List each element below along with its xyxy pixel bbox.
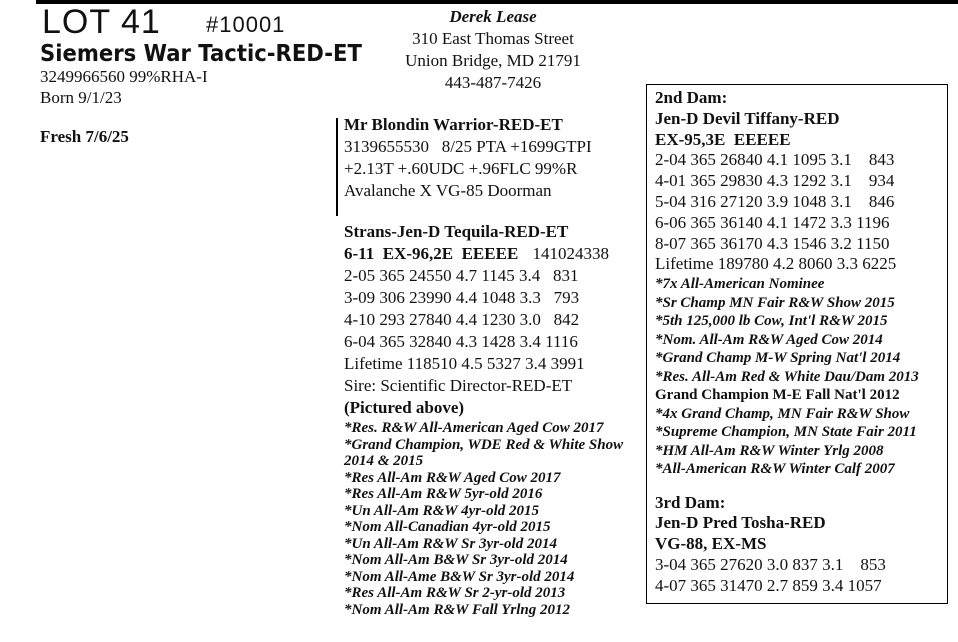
second-dam-honor: Grand Champion M-E Fall Nat'l 2012 [655, 387, 900, 404]
animal-info [40, 66, 208, 108]
dam-honor: *Nom All-Am R&W Fall Yrlng 2012 [344, 601, 571, 618]
dam-name: Strans-Jen-D Tequila-RED-ET [344, 222, 569, 241]
born-date: Born 9/1/23 [40, 88, 122, 107]
consignor-name: Derek Lease [449, 7, 537, 26]
dam-record: 2-05 365 24550 4.7 1145 3.4 831 [344, 266, 579, 285]
dam-honor: *Res All-Am R&W 5yr-old 2016 [344, 486, 543, 502]
third-dam-record: 3-04 365 27620 3.0 837 3.1 853 [655, 555, 886, 575]
top-rule [36, 0, 958, 4]
sire-line: +2.13T +.60UDC +.96FLC 99%R [344, 159, 578, 178]
sire-name: Mr Blondin Warrior-RED-ET [344, 115, 563, 134]
consignor-block [388, 6, 598, 94]
fresh-date: Fresh 7/6/25 [40, 127, 129, 146]
dam-honor: *Un All-Am R&W 4yr-old 2015 [344, 502, 540, 519]
second-dam-honor: *4x Grand Champ, MN Fair R&W Show [655, 405, 910, 422]
sire-divider [336, 118, 338, 216]
lot-title: LOT 41 [42, 3, 161, 41]
sire-line: Avalanche X VG-85 Doorman [344, 181, 552, 200]
dam-honor: *Un All-Am R&W Sr 3yr-old 2014 [344, 535, 557, 552]
ancestry-box [646, 84, 948, 604]
dam-honor: *Res. R&W All-American Aged Cow 2017 [344, 420, 604, 436]
dam-honor: *Nom All-Ame B&W Sr 3yr-old 2014 [344, 568, 575, 585]
dam-record: 4-10 293 27840 4.4 1230 3.0 842 [344, 310, 580, 329]
third-dam-record: 4-07 365 31470 2.7 859 3.4 1057 [655, 575, 882, 595]
third-dam-heading: 3rd Dam: [655, 492, 726, 512]
third-dam-name: Jen-D Pred Tosha-RED [655, 513, 826, 533]
second-dam-honor: *7x All-American Nominee [655, 276, 825, 293]
lot-number: #10001 [206, 12, 286, 37]
dam-honor: *Res All-Am R&W Sr 2-yr-old 2013 [344, 585, 566, 601]
consignor-street: 310 East Thomas Street [412, 29, 574, 48]
second-dam-honor: *Grand Champ M-W Spring Nat'l 2014 [655, 350, 901, 367]
dam-block [344, 221, 644, 419]
second-dam-record: 2-04 365 26840 4.1 1095 3.1 843 [655, 150, 895, 170]
second-dam-record: 8-07 365 36170 4.3 1546 3.2 1150 [655, 233, 890, 253]
dam-sire: Sire: Scientific Director-RED-ET [344, 376, 573, 395]
dam-record: 6-04 365 32840 4.3 1428 3.4 1116 [344, 332, 578, 351]
ancestry-content [655, 88, 945, 597]
dam-record: 3-09 306 23990 4.4 1048 3.3 793 [344, 288, 580, 307]
spacer [655, 479, 945, 493]
second-dam-heading: 2nd Dam: [655, 88, 728, 107]
sire-line: 3139655530 8/25 PTA +1699GTPI [344, 137, 592, 156]
second-dam-honor: *Res. All-Am Red & White Dau/Dam 2013 [655, 368, 919, 385]
second-dam-honor: *HM All-Am R&W Winter Yrlg 2008 [655, 442, 884, 459]
dam-honors [344, 420, 634, 618]
dam-reg: 141024338 [532, 244, 610, 263]
pictured-note: (Pictured above) [344, 398, 465, 417]
animal-name: Siemers War Tactic-RED-ET [40, 41, 362, 67]
second-dam-name: Jen-D Devil Tiffany-RED [655, 108, 840, 128]
dam-score: 6-11 EX-96,2E EEEEE [344, 244, 519, 263]
second-dam-honor: *Supreme Champion, MN State Fair 2011 [655, 424, 917, 441]
dam-honor: *Nom All-Am B&W Sr 3yr-old 2014 [344, 552, 568, 568]
second-dam-honor: *Nom. All-Am R&W Aged Cow 2014 [655, 331, 883, 348]
dam-honor: *Nom All-Canadian 4yr-old 2015 [344, 519, 551, 535]
registration-line: 3249966560 99%RHA-I [40, 67, 208, 86]
second-dam-honor: *5th 125,000 lb Cow, Int'l R&W 2015 [655, 313, 888, 330]
second-dam-honor: *All-American R&W Winter Calf 2007 [655, 461, 895, 478]
sire-block [344, 114, 644, 202]
second-dam-honor: *Sr Champ MN Fair R&W Show 2015 [655, 294, 895, 311]
consignor-phone: 443-487-7426 [444, 73, 542, 92]
dam-lifetime: Lifetime 118510 4.5 5327 3.4 3991 [344, 354, 585, 373]
second-dam-score: EX-95,3E EEEEE [655, 129, 791, 149]
second-dam-record: 5-04 316 27120 3.9 1048 3.1 846 [655, 191, 895, 211]
consignor-city: Union Bridge, MD 21791 [405, 51, 581, 70]
second-dam-record: 4-01 365 29830 4.3 1292 3.1 934 [655, 171, 895, 191]
dam-score-line [344, 243, 644, 265]
dam-honor: *Res All-Am R&W Aged Cow 2017 [344, 469, 561, 486]
dam-honor: *Grand Champion, WDE Red & White Show 2014 & 2015 [344, 436, 624, 469]
second-dam-record: 6-06 365 36140 4.1 1472 3.3 1196 [655, 212, 890, 232]
second-dam-lifetime: Lifetime 189780 4.2 8060 3.3 6225 [655, 254, 897, 274]
third-dam-score: VG-88, EX-MS [655, 534, 767, 554]
